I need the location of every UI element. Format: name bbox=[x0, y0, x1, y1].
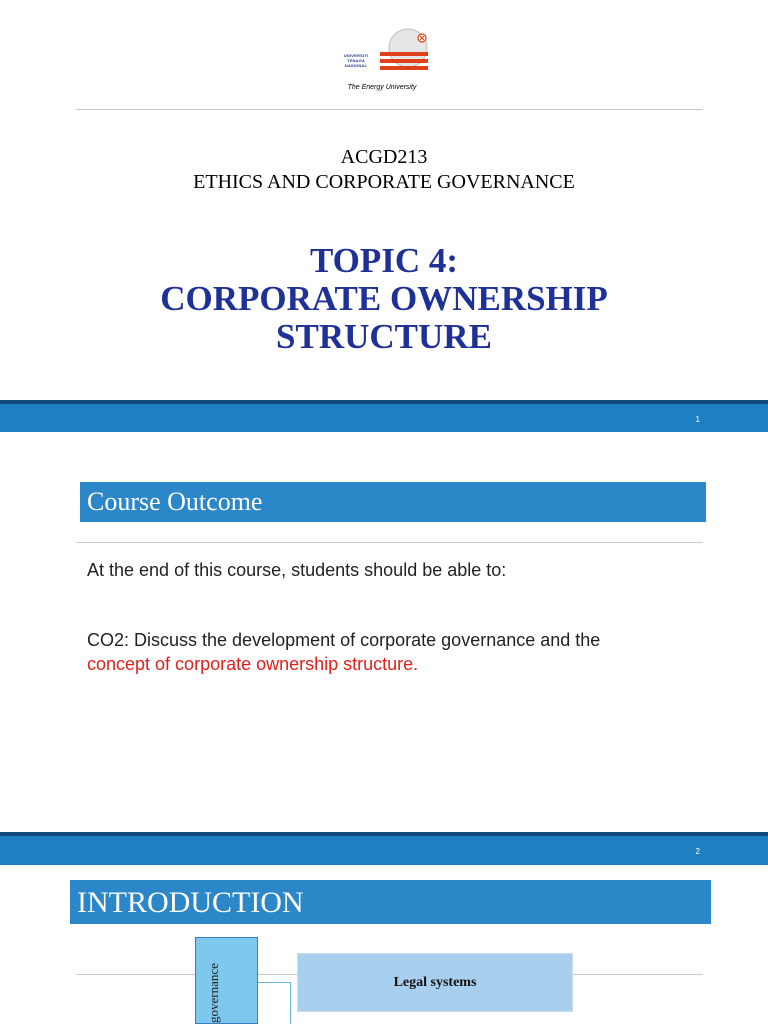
topic-title bbox=[0, 242, 768, 356]
band-top-stripe bbox=[0, 832, 768, 836]
outcome-intro: At the end of this course, students should be able to: bbox=[87, 560, 507, 580]
course-name: ETHICS AND CORPORATE GOVERNANCE bbox=[193, 171, 575, 193]
governance-label: governance bbox=[206, 963, 221, 1023]
connector-line bbox=[290, 982, 291, 1024]
logo-tagline: The Energy University bbox=[347, 84, 417, 91]
logo-name: UNIVERSITI TENAGA NASIONAL bbox=[343, 53, 369, 68]
slide-footer-band bbox=[0, 832, 768, 865]
connector-line bbox=[258, 982, 290, 983]
page-number: 2 bbox=[695, 847, 700, 856]
band-top-stripe bbox=[0, 400, 768, 404]
header-divider bbox=[76, 109, 703, 110]
topic-line-2: CORPORATE OWNERSHIP bbox=[160, 279, 608, 318]
introduction-title: INTRODUCTION bbox=[70, 880, 711, 924]
topic-line-3: STRUCTURE bbox=[276, 317, 492, 356]
outcome-co2: CO2: Discuss the development of corporate governance and the bbox=[87, 630, 601, 650]
section-divider bbox=[76, 542, 703, 543]
legal-systems-box: Legal systems bbox=[297, 953, 573, 1012]
page-number: 1 bbox=[695, 415, 700, 424]
course-outcome-title: Course Outcome bbox=[80, 482, 706, 522]
course-code: ACGD213 bbox=[340, 146, 428, 168]
university-logo bbox=[328, 26, 436, 98]
slide-footer-band bbox=[0, 400, 768, 432]
outcome-co2-highlight: concept of corporate ownership structure. bbox=[87, 654, 419, 674]
topic-line-1: TOPIC 4: bbox=[309, 241, 459, 280]
governance-box bbox=[195, 937, 258, 1024]
